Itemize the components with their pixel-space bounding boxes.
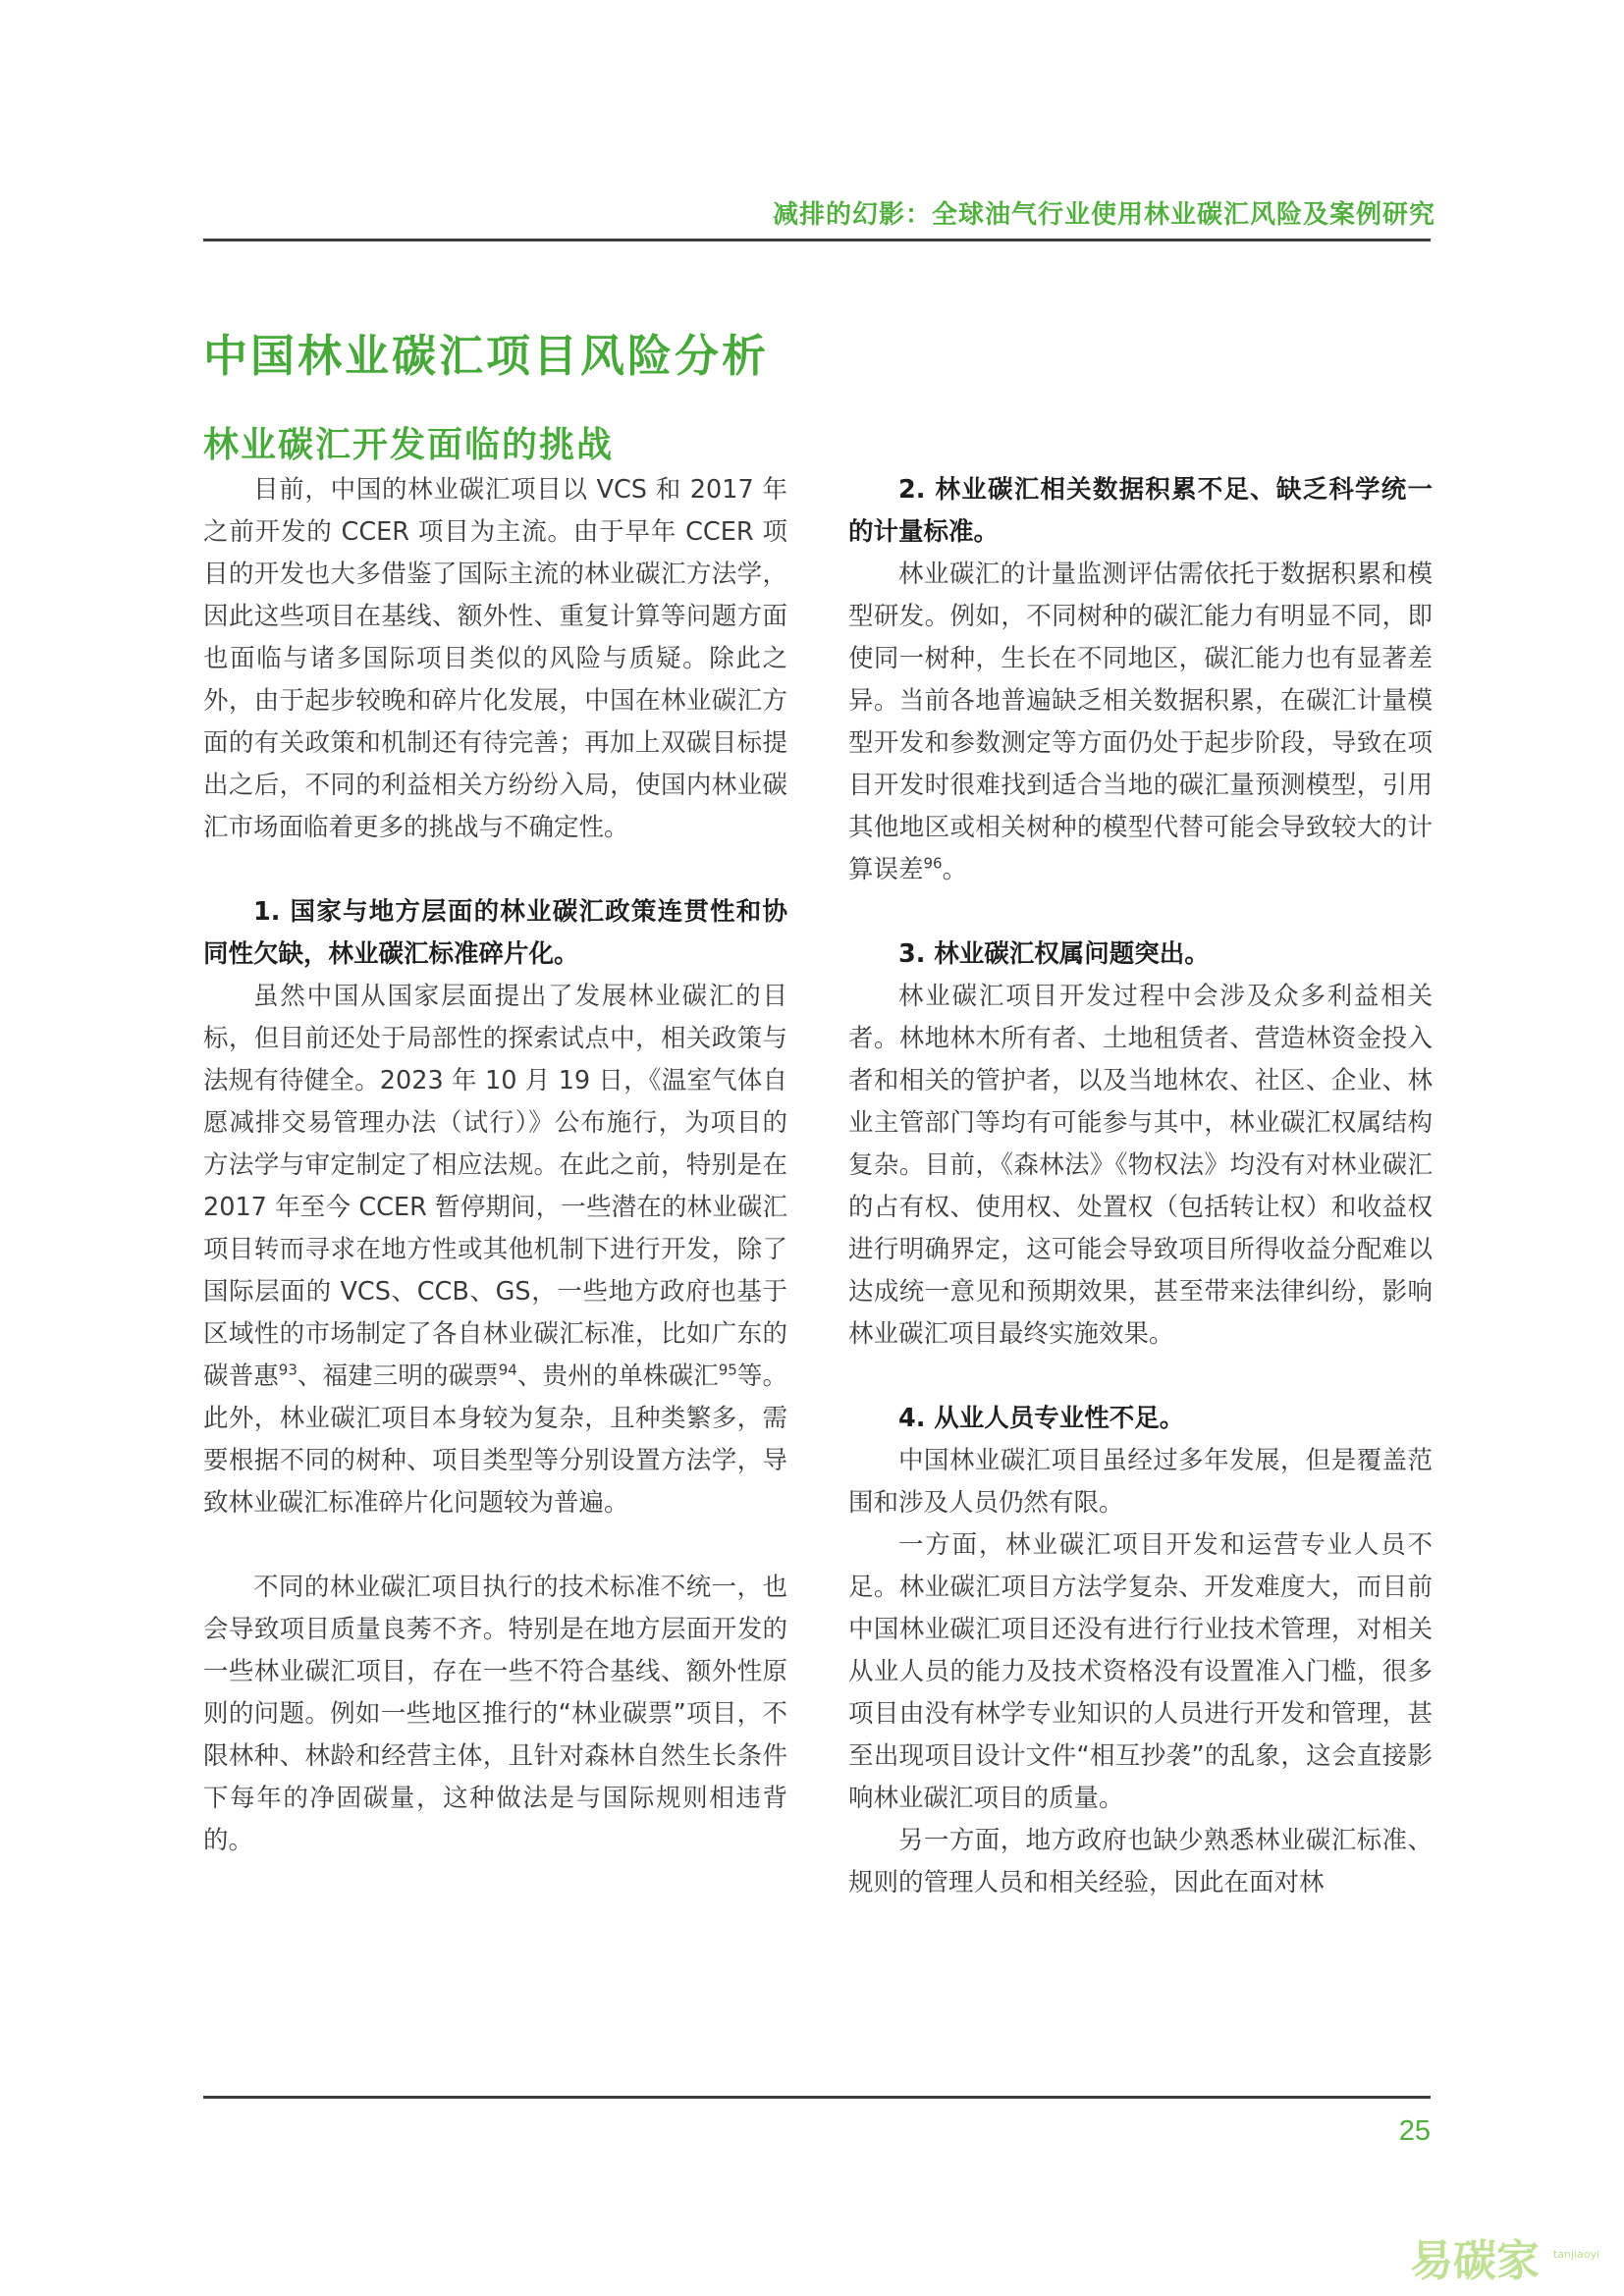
footnote-ref-96[interactable]: 96: [923, 854, 943, 873]
paragraph-data-accumulation: [848, 554, 1433, 891]
paragraph-ownership: 林业碳汇项目开发过程中会涉及众多利益相关者。林地林木所有者、土地租赁者、营造林资金投入者和相关的管护者，以及当地林农、社区、企业、林业主管部门等均有可能参与其中，林业碳汇权属结构复杂。目前，《森林法》《物权法》均没有对林业碳汇的占有权、使用权、处置权（包括转让权）和收益权进行明确界定，这可能会导致项目所得收益分配难以达成统一意见和预期效果，甚至带来法律纠纷，影响林业碳汇项目最终实施效果。: [848, 982, 1433, 1349]
heading-professionalism: 4. 从业人员专业性不足。: [898, 1404, 1185, 1433]
paragraph-gap: [848, 891, 1433, 934]
footer-divider: [203, 2096, 1431, 2099]
intro-paragraph: 目前，中国的林业碳汇项目以 VCS 和 2017 年之前开发的 CCER 项目为主流。由于早年 CCER 项目的开发也大多借鉴了国际主流的林业碳汇方法学，因此这些项目在基线、额外性、重复计算等问题方面也面临与诸多国际项目类似的风险与质疑。除此之外，由于起步较晚和碎片化发展，中国在林业碳汇方面的有关政策和机制还有待完善；再加上双碳目标提出之后，不同的利益相关方纷纷入局，使国内林业碳汇市场面临着更多的挑战与不确定性。: [203, 475, 787, 842]
left-column: [203, 469, 787, 1862]
paragraph-local-government: 另一方面，地方政府也缺少熟悉林业碳汇标准、规则的管理人员和相关经验，因此在面对林: [848, 1826, 1433, 1897]
text-run: 、福建三明的碳票: [297, 1362, 499, 1391]
paragraph-technical-standards: 不同的林业碳汇项目执行的技术标准不统一，也会导致项目质量良莠不齐。特别是在地方层面开发的一些林业碳汇项目，存在一些不符合基线、额外性原则的问题。例如一些地区推行的“林业碳票”项目，不限林种、林龄和经营主体，且针对森林自然生长条件下每年的净固碳量，这种做法是与国际规则相违背的。: [203, 1573, 787, 1855]
page-number: 25: [1398, 2115, 1431, 2147]
text-run: 虽然中国从国家层面提出了发展林业碳汇的目标，但目前还处于局部性的探索试点中，相关政策与法规有待健全。2023 年 10 月 19 日，《温室气体自愿减排交易管理办法（试行）》公布施行，为项目的方法学与审定制定了相应法规。在此之前，特别是在 2017 年至今 CCER 暂停期间，一些潜在的林业碳汇项目转而寻求在地方性或其他机制下进行开发，除了国际层面的 VCS、CCB、GS，一些地方政府也基于区域性的市场制定了各自林业碳汇标准，比如广东的碳普惠: [203, 982, 787, 1391]
header-divider: [203, 239, 1431, 241]
paragraph-policy-fragmentation: [203, 976, 787, 1524]
text-run: 林业碳汇的计量监测评估需依托于数据积累和模型研发。例如，不同树种的碳汇能力有明显不同，即使同一树种，生长在不同地区，碳汇能力也有显著差异。当前各地普遍缺乏相关数据积累，在碳汇计量模型开发和参数测定等方面仍处于起步阶段，导致在项目开发时很难找到适合当地的碳汇量预测模型，引用其他地区或相关树种的模型代替可能会导致较大的计算误差: [848, 560, 1433, 884]
heading-ownership: 3. 林业碳汇权属问题突出。: [898, 939, 1210, 969]
section-title: 中国林业碳汇项目风险分析: [203, 330, 770, 382]
watermark-logo: [1406, 2228, 1617, 2287]
footnote-ref-93[interactable]: 93: [278, 1361, 298, 1379]
footnote-ref-95[interactable]: 95: [718, 1361, 737, 1379]
subsection-title: 林业碳汇开发面临的挑战: [203, 425, 615, 465]
paragraph-personnel-shortage: 一方面，林业碳汇项目开发和运营专业人员不足。林业碳汇项目方法学复杂、开发难度大，而目前中国林业碳汇项目还没有进行行业技术管理，对相关从业人员的能力及技术资格没有设置准入门槛，很多项目由没有林学专业知识的人员进行开发和管理，甚至出现项目设计文件“相互抄袭”的乱象，这会直接影响林业碳汇项目的质量。: [848, 1530, 1433, 1813]
text-run: 、贵州的单株碳汇: [516, 1362, 719, 1391]
watermark-site: tanjiaoyi: [1553, 2248, 1600, 2261]
heading-data-accumulation: 2. 林业碳汇相关数据积累不足、缺乏科学统一的计量标准。: [848, 475, 1433, 547]
running-header-title: 减排的幻影：全球油气行业使用林业碳汇风险及案例研究: [772, 200, 1435, 230]
paragraph-gap: [203, 1524, 787, 1567]
footnote-ref-94[interactable]: 94: [498, 1361, 517, 1379]
text-run: 。: [942, 855, 968, 884]
watermark-text: 易碳家: [1410, 2236, 1540, 2286]
paragraph-coverage: 中国林业碳汇项目虽经过多年发展，但是覆盖范围和涉及人员仍然有限。: [848, 1446, 1433, 1518]
paragraph-gap: [203, 849, 787, 891]
right-column: [848, 469, 1433, 1904]
paragraph-gap: [848, 1356, 1433, 1398]
text-run: 等。此外，林业碳汇项目本身较为复杂，且种类繁多，需要根据不同的树种、项目类型等分别设置方法学，导致林业碳汇标准碎片化问题较为普遍。: [203, 1362, 787, 1518]
heading-policy-coherence: 1. 国家与地方层面的林业碳汇政策连贯性和协同性欠缺，林业碳汇标准碎片化。: [203, 897, 787, 969]
